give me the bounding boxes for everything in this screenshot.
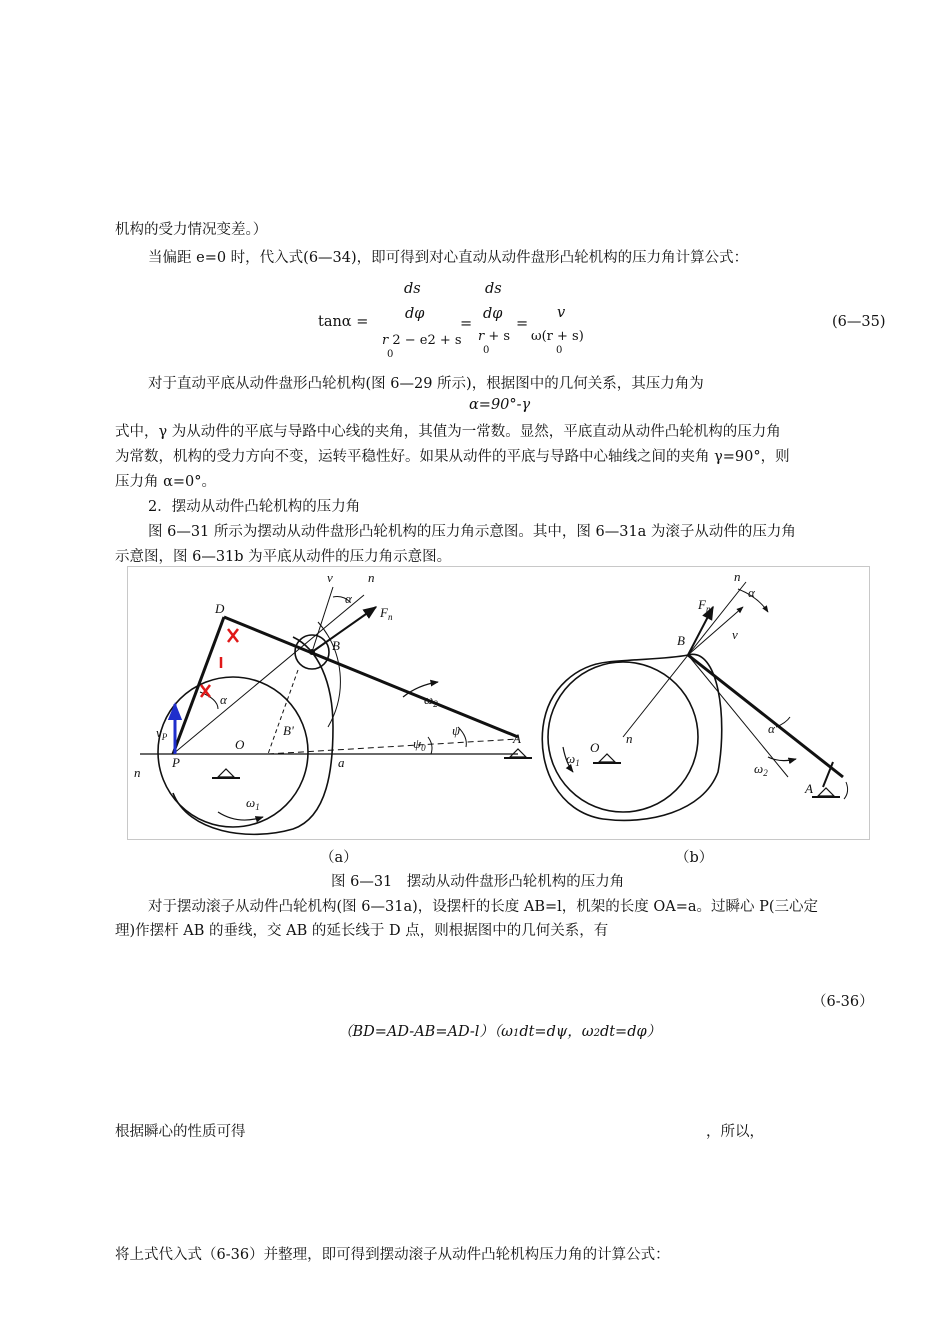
force-arrow-Fn-a [312, 607, 376, 652]
follower-flat-b [688, 655, 843, 777]
eq35-lhs: tanα = [318, 314, 369, 330]
label-alpha-low-b: α [768, 721, 775, 736]
pivot-A-a [510, 749, 526, 757]
eq35-num3: v [557, 305, 566, 321]
paragraph-continuation: 机构的受力情况变差。） [115, 222, 268, 238]
label-v-b: v [732, 627, 738, 642]
label-P: P [172, 755, 180, 770]
label-v-a: v [327, 570, 333, 585]
label-omega2-b: $\omega_2$ [754, 761, 768, 778]
label-a: a [338, 755, 345, 770]
eq35-den2-sub: 0 [483, 345, 490, 356]
label-omega2-a: $\omega_2$ [424, 692, 438, 709]
eq36-relations: （BD=AD-AB=AD-l）（ω1dt=dψ，ω2dt=dφ） [338, 1024, 662, 1040]
subfigure-a-label: （a） [320, 850, 358, 866]
omega1-arrow-a [218, 812, 263, 820]
section-heading-2: 2．摆动从动件凸轮机构的压力角 [148, 499, 361, 515]
eq35-number: (6—35) [832, 314, 886, 330]
label-D: D [215, 601, 225, 616]
pivot-A-b [818, 788, 834, 796]
eq35-den2: r + s [478, 329, 511, 344]
label-A-b: A [805, 781, 813, 796]
eq35-den3-sub: 0 [556, 345, 563, 356]
eq35-eq1: = [460, 316, 473, 332]
paragraph-final: 将上式代入式（6-36）并整理，即可得到摆动滚子从动件凸轮机构压力角的计算公式： [115, 1247, 670, 1263]
diagram-a [140, 587, 532, 834]
paragraph-rocker-2: 理)作摆杆 AB 的垂线，交 AB 的延长线于 D 点，则根据图中的几何关系，有 [115, 923, 609, 939]
line-PD [173, 617, 224, 754]
eq35-den1-sub: 0 [387, 349, 394, 360]
paragraph-rocker-1: 对于摆动滚子从动件凸轮机构(图 6—31a)，设摆杆的长度 AB=l，机架的长度 OA=a。过瞬心 P(三心定 [148, 899, 819, 915]
label-omega1-b: $\omega_1$ [566, 751, 580, 768]
label-alpha-top-a: α [345, 591, 352, 606]
labels-a [134, 570, 521, 812]
figure-diagram [128, 567, 869, 839]
eq36-number: （6-36） [812, 994, 874, 1010]
eq35-eq2: = [516, 316, 529, 332]
gamma-arc-b [844, 782, 848, 799]
psi0-arc [428, 737, 432, 754]
eq35-num2: ds [485, 281, 502, 297]
subfigure-b-label: （b） [675, 850, 714, 866]
label-psi: ψ [452, 723, 461, 738]
pivot-O-a [218, 769, 234, 777]
paragraph-gamma-1: 式中，γ 为从动件的平底与导路中心线的夹角，其值为一常数。显然，平底直动从动件凸轮机构的压力角 [115, 424, 781, 440]
paragraph-fig-intro-1: 图 6—31 所示为摆动从动件盘形凸轮机构的压力角示意图。其中，图 6—31a 为滚子从动件的压力角 [148, 524, 796, 540]
diagram-b [542, 582, 847, 820]
cam-base-circle-a [158, 677, 308, 827]
eq35-den3: ω(r + s) [531, 329, 584, 344]
label-B-b: B [677, 633, 685, 648]
figure-6-31 [127, 566, 870, 840]
paragraph-e-zero: 当偏距 e=0 时，代入式(6—34)，即可得到对心直动从动件盘形凸轮机构的压力角计算公式： [148, 250, 749, 266]
eq35-num1b: dφ [405, 306, 425, 322]
pivot-O-b [599, 754, 615, 762]
label-Bprime: B' [283, 723, 294, 738]
paragraph-flat-follower: 对于直动平底从动件盘形凸轮机构(图 6—29 所示)，根据图中的几何关系，其压力角为 [148, 376, 704, 392]
label-n-top-b: n [734, 569, 741, 584]
paragraph-gamma-2: 为常数，机构的受力方向不变，运转平稳性好。如果从动件的平底与导路中心轴线之间的夹角 γ=90°，则 [115, 449, 790, 465]
dashed-AB0 [268, 739, 518, 754]
label-omega1-a: $\omega_1$ [246, 795, 260, 812]
flat-formula: α=90°-γ [469, 397, 531, 413]
paragraph-instant-center: 根据瞬心的性质可得 [115, 1124, 246, 1140]
label-alpha-top-b: α [748, 585, 755, 600]
label-n-mid-b: n [626, 731, 633, 746]
label-n-left: n [134, 765, 141, 780]
dashed-B0 [268, 670, 298, 754]
label-O-a: O [235, 737, 245, 752]
label-Fn-b: $F_n$ [698, 597, 711, 614]
label-alpha-mid: α [220, 692, 227, 707]
eq35-num2b: dφ [483, 306, 503, 322]
eq35-num1: ds [404, 281, 421, 297]
label-Fn-a: $F_n$ [380, 605, 393, 622]
label-psi0: $\psi_0$ [413, 736, 426, 753]
label-O-b: O [590, 740, 600, 755]
paragraph-therefore: ，所以， [706, 1124, 764, 1140]
follower-arm-AB [224, 617, 518, 737]
label-A-a: A [513, 731, 521, 746]
paragraph-gamma-3: 压力角 α=0°。 [115, 474, 217, 490]
velocity-line-a [312, 587, 333, 652]
label-vP: $v_P$ [156, 725, 168, 742]
force-arrow-Fn-b [688, 607, 713, 655]
figure-caption: 图 6—31 摆动从动件盘形凸轮机构的压力角 [331, 874, 625, 890]
label-B-a: B [332, 638, 340, 653]
paragraph-fig-intro-2: 示意图，图 6—31b 为平底从动件的压力角示意图。 [115, 549, 452, 565]
eq35-den1: r 2 − e2 + s [382, 333, 462, 348]
label-n-top-a: n [368, 570, 375, 585]
